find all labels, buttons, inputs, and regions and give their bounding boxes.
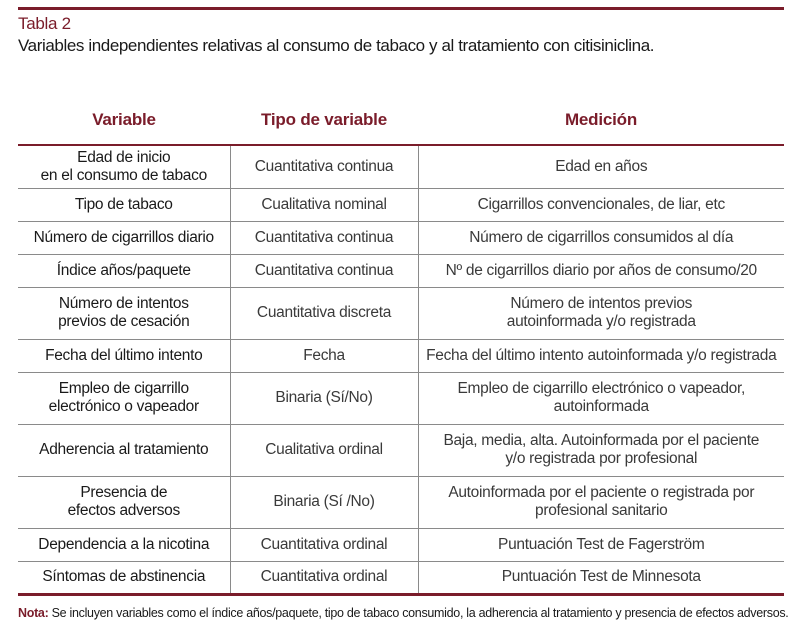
table-row xyxy=(18,476,784,528)
table-title: Variables independientes relativas al consumo de tabaco y al tratamiento con citisiniclina. xyxy=(18,36,655,55)
cell-variable: Tipo de tabaco xyxy=(74,195,173,213)
cell-variable: Número de cigarrillos diario xyxy=(33,228,214,246)
cell-medicion: Empleo de cigarrillo electrónico o vapeador, autoinformada xyxy=(457,380,745,415)
variables-table xyxy=(18,96,784,596)
header-variable: Variable xyxy=(92,110,156,129)
cell-tipo: Cuantitativa discreta xyxy=(230,287,418,339)
cell-variable: Índice años/paquete xyxy=(56,261,191,279)
cell-tipo: Cuantitativa continua xyxy=(230,254,418,287)
table-row xyxy=(18,221,784,254)
table-row xyxy=(18,339,784,372)
table-label: Tabla 2 xyxy=(18,14,71,33)
table-header-row xyxy=(18,96,784,145)
cell-tipo: Fecha xyxy=(230,339,418,372)
cell-tipo: Cuantitativa ordinal xyxy=(230,528,418,561)
table-row xyxy=(18,287,784,339)
cell-variable: Fecha del último intento xyxy=(45,346,203,364)
cell-medicion: Fecha del último intento autoinformada y/o registrada xyxy=(426,346,777,364)
cell-variable: Adherencia al tratamiento xyxy=(39,441,209,458)
note-label: Nota: xyxy=(18,606,49,620)
cell-medicion: Baja, media, alta. Autoinformada por el paciente y/o registrada por profesional xyxy=(443,432,760,467)
cell-variable: Empleo de cigarrillo electrónico o vapeador xyxy=(48,380,199,415)
table-row xyxy=(18,372,784,424)
cell-medicion: Número de cigarrillos consumidos al día xyxy=(469,228,734,246)
cell-tipo: Cuantitativa ordinal xyxy=(230,561,418,594)
cell-tipo: Cuantitativa continua xyxy=(230,145,418,188)
cell-medicion: Número de intentos previos autoinformada y/o registrada xyxy=(506,295,696,330)
cell-tipo: Cuantitativa continua xyxy=(230,221,418,254)
top-rule xyxy=(18,7,784,10)
cell-medicion: Puntuación Test de Minnesota xyxy=(501,568,701,585)
table-row xyxy=(18,254,784,287)
cell-variable: Número de intentos previos de cesación xyxy=(58,295,190,330)
cell-tipo: Binaria (Sí/No) xyxy=(230,372,418,424)
cell-medicion: Puntuación Test de Fagerström xyxy=(498,535,705,553)
cell-medicion: Edad en años xyxy=(555,157,648,175)
table-note xyxy=(18,606,790,620)
table-row xyxy=(18,424,784,476)
table-row xyxy=(18,561,784,594)
note-text: Se incluyen variables como el índice años/paquete, tipo de tabaco consumido, la adherencia al tratamiento y presencia de efectos adversos. xyxy=(48,606,789,620)
cell-tipo: Cualitativa ordinal xyxy=(230,424,418,476)
cell-medicion: Autoinformada por el paciente o registrada por profesional sanitario xyxy=(448,484,755,519)
cell-medicion: Nº de cigarrillos diario por años de consumo/20 xyxy=(445,261,757,279)
table-row xyxy=(18,145,784,188)
cell-tipo: Cualitativa nominal xyxy=(230,188,418,221)
table-row xyxy=(18,188,784,221)
cell-variable: Edad de inicio en el consumo de tabaco xyxy=(40,148,207,184)
header-tipo: Tipo de variable xyxy=(261,110,387,129)
table-row xyxy=(18,528,784,561)
cell-variable: Síntomas de abstinencia xyxy=(42,568,206,585)
header-medicion: Medición xyxy=(564,110,638,129)
cell-variable: Dependencia a la nicotina xyxy=(38,535,210,553)
cell-tipo: Binaria (Sí /No) xyxy=(230,476,418,528)
cell-variable: Presencia de efectos adversos xyxy=(67,484,180,519)
cell-medicion: Cigarrillos convencionales, de liar, etc xyxy=(477,195,725,213)
